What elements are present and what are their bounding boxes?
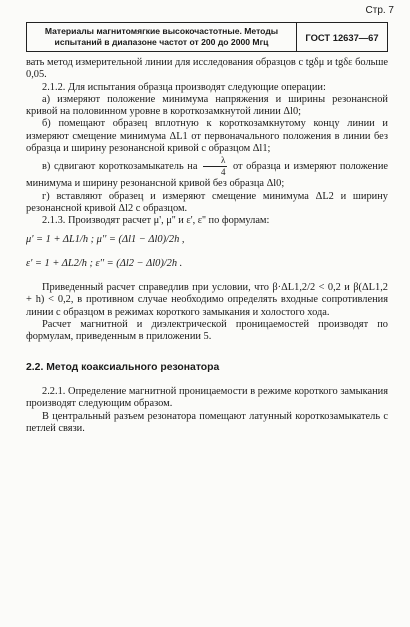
page-number: Стр. 7: [365, 5, 394, 16]
paragraph-5: [26, 155, 388, 190]
standard-number: ГОСТ 12637—67: [305, 31, 379, 43]
paragraph-3: а) измеряют положение минимума напряжения и ширины резонансной кривой на половинном уровне в короткозамкнутой линии Δl0;: [26, 93, 388, 118]
paragraph-8: Приведенный расчет справедлив при условии, что β·ΔL1,2/2 < 0,2 и β(ΔL1,2 + h) < 0,2, в противном случае необходимо определять входные сопротивления линии с образцом в режимах короткого замыкания и холостого хода.: [26, 282, 388, 318]
paragraph-9: Расчет магнитной и диэлектрической проницаемостей производят по формулам, приведенным в приложении 5.: [26, 319, 388, 343]
paragraph-1: вать метод измерительной линии для исследования образцов с tgδμ и tgδε больше 0,05.: [26, 57, 388, 81]
paragraph-2: 2.1.2. Для испытания образца производят следующие операции:: [42, 81, 326, 93]
header-title: Материалы магнитомягкие высокочастотные. Методы испытаний в диапазоне частот от 200 до 2000 Мгц: [27, 23, 297, 51]
paragraph-4: б) помещают образец вплотную к короткозамкнутому концу линии и измеряют смещение минимума ΔL1 от первоначального положения в линии без образца и ширину резонансной кривой с образцом Δl1;: [26, 118, 388, 155]
paragraph-5-start: в) сдвигают короткозамыкатель на: [42, 161, 198, 173]
paragraph-7: 2.1.3. Производят расчет μ', μ'' и ε', ε'' по формулам:: [42, 215, 270, 227]
paragraph-10: 2.2.1. Определение магнитной проницаемости в режиме короткого замыкания производят следующим образом.: [26, 385, 388, 410]
paragraph-11: В центральный разъем резонатора помещают латунный короткозамыкатель с петлей связи.: [26, 410, 388, 434]
fraction-numerator: λ: [203, 155, 227, 167]
lambda-quarter-fraction: [203, 155, 227, 178]
fraction-denominator: 4: [220, 167, 226, 178]
formula-mu: μ' = 1 + ΔL1/h ; μ'' = (Δl1 − Δl0)/2h ,: [26, 233, 185, 245]
section-title: 2.2. Метод коаксиального резонатора: [26, 361, 220, 373]
formula-epsilon: ε' = 1 + ΔL2/h ; ε'' = (Δl2 − Δl0)/2h .: [26, 257, 183, 269]
paragraph-5-end: от образца и измеряют положение минимума и ширину резонансной кривой без образца Δl0;: [26, 161, 388, 190]
document-header: [26, 22, 388, 52]
paragraph-6: г) вставляют образец и измеряют смещение минимума ΔL2 и ширину резонансной кривой Δl2 с образцом.: [26, 190, 388, 214]
page-body: [26, 57, 388, 435]
